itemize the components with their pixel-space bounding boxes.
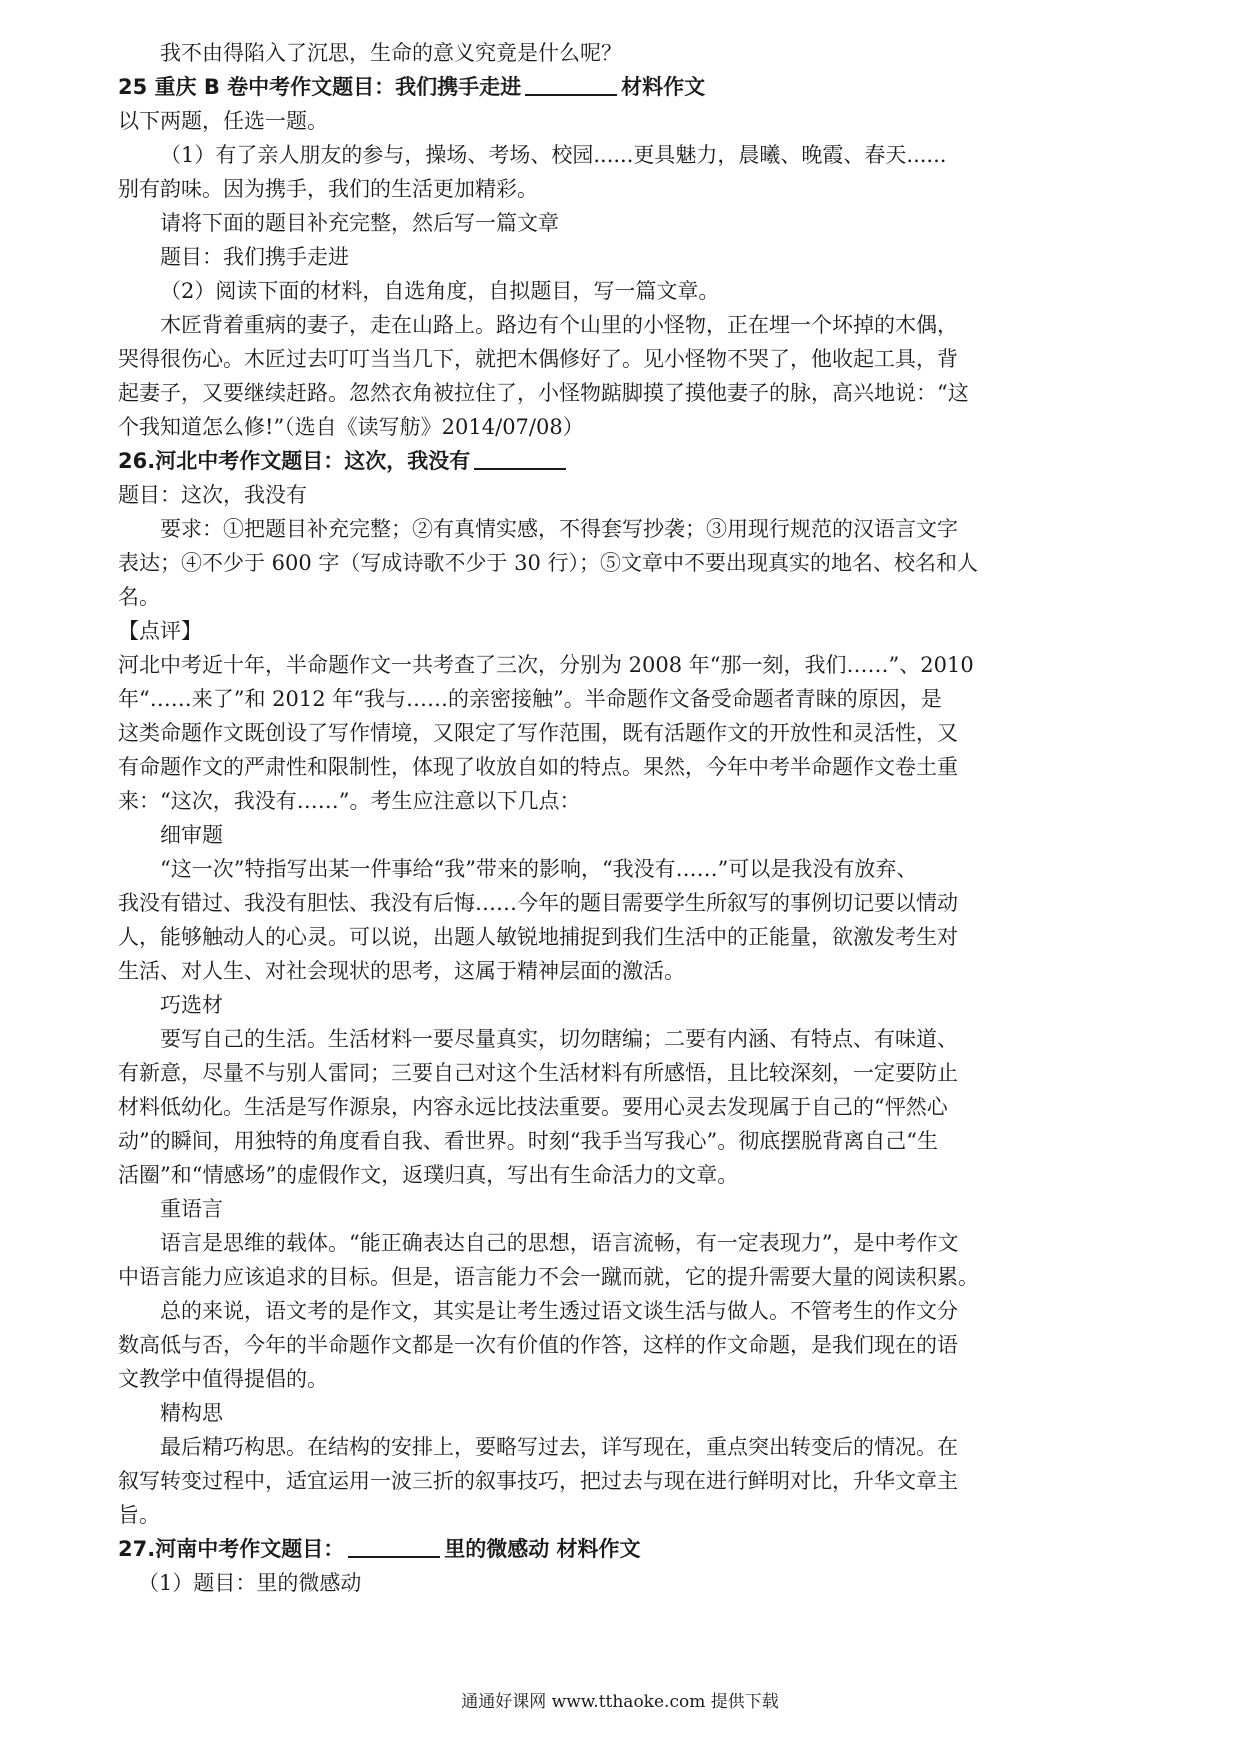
line-text: 请将下面的题目补充完整，然后写一篇文章 bbox=[160, 211, 559, 235]
line-text: 这类命题作文既创设了写作情境，又限定了写作范围，既有活题作文的开放性和灵活性，又 bbox=[118, 721, 958, 745]
document-body bbox=[118, 36, 1126, 1600]
line-text: 题目：这次，我没有 bbox=[118, 483, 307, 507]
text-line bbox=[118, 206, 1126, 240]
line-text: 25 重庆 B 卷中考作文题目：我们携手走进 bbox=[118, 75, 522, 99]
text-line bbox=[118, 1464, 1126, 1498]
line-text: 数高低与否，今年的半命题作文都是一次有价值的作答，这样的作文命题，是我们现在的语 bbox=[118, 1333, 958, 1357]
text-line bbox=[118, 1430, 1126, 1464]
fill-in-blank bbox=[474, 448, 566, 470]
line-text: 起妻子，又要继续赶路。忽然衣角被拉住了，小怪物踮脚摸了摸他妻子的脉，高兴地说：“这 bbox=[118, 381, 969, 405]
line-text: 有新意，尽量不与别人雷同；三要自己对这个生活材料有所感悟，且比较深刻，一定要防止 bbox=[118, 1061, 958, 1085]
line-text: 名。 bbox=[118, 585, 160, 609]
line-text: 个我知道怎么修!”（选自《读写舫》2014/07/08） bbox=[118, 415, 584, 439]
line-text: 以下两题，任选一题。 bbox=[118, 109, 328, 133]
text-line bbox=[118, 818, 1126, 852]
text-line bbox=[118, 1396, 1126, 1430]
line-text: 要求：①把题目补充完整；②有真情实感，不得套写抄袭；③用现行规范的汉语言文字 bbox=[160, 517, 958, 541]
line-text: 重语言 bbox=[160, 1197, 223, 1221]
line-text: （2）阅读下面的材料，自选角度，自拟题目，写一篇文章。 bbox=[160, 279, 720, 303]
line-text: 文教学中值得提倡的。 bbox=[118, 1367, 328, 1391]
text-line bbox=[118, 920, 1126, 954]
line-text: 27.河南中考作文题目： bbox=[118, 1537, 345, 1561]
line-text: “这一次”特指写出某一件事给“我”带来的影响，“我没有……”可以是我没有放弃、 bbox=[160, 857, 918, 881]
line-text: （1）题目：里的微感动 bbox=[138, 1571, 362, 1595]
text-line bbox=[118, 988, 1126, 1022]
text-line bbox=[118, 478, 1126, 512]
line-text: 语言是思维的载体。“能正确表达自己的思想，语言流畅，有一定表现力”，是中考作文 bbox=[160, 1231, 959, 1255]
fill-in-blank bbox=[525, 74, 617, 96]
text-line bbox=[118, 1192, 1126, 1226]
text-line bbox=[118, 1226, 1126, 1260]
line-text: 【点评】 bbox=[118, 619, 202, 643]
line-text: 我不由得陷入了沉思，生命的意义究竟是什么呢？ bbox=[160, 41, 622, 65]
line-text: 人，能够触动人的心灵。可以说，出题人敏锐地捕捉到我们生活中的正能量，欲激发考生对 bbox=[118, 925, 958, 949]
line-text: 表达；④不少于 600 字（写成诗歌不少于 30 行）；⑤文章中不要出现真实的地名、校名和人 bbox=[118, 551, 979, 575]
text-line bbox=[118, 1260, 1126, 1294]
text-line bbox=[118, 716, 1126, 750]
line-text: 题目：我们携手走进 bbox=[160, 245, 349, 269]
line-text: 总的来说，语文考的是作文，其实是让考生透过语文谈生活与做人。不管考生的作文分 bbox=[160, 1299, 958, 1323]
text-line bbox=[118, 1362, 1126, 1396]
line-text: 要写自己的生活。生活材料一要尽量真实，切勿瞎编；二要有内涵、有特点、有味道、 bbox=[160, 1027, 958, 1051]
text-line bbox=[118, 852, 1126, 886]
text-line bbox=[118, 1566, 1126, 1600]
line-text: 叙写转变过程中，适宜运用一波三折的叙事技巧，把过去与现在进行鲜明对比，升华文章主 bbox=[118, 1469, 958, 1493]
line-text: 巧选材 bbox=[160, 993, 223, 1017]
text-line bbox=[118, 36, 1126, 70]
text-line bbox=[118, 614, 1126, 648]
text-line bbox=[118, 274, 1126, 308]
line-text: 木匠背着重病的妻子，走在山路上。路边有个山里的小怪物，正在埋一个坏掉的木偶， bbox=[160, 313, 958, 337]
text-line bbox=[118, 1022, 1126, 1056]
text-line bbox=[118, 886, 1126, 920]
text-line bbox=[118, 750, 1126, 784]
line-text-after-blank: 材料作文 bbox=[621, 75, 706, 99]
text-line bbox=[118, 784, 1126, 818]
text-line bbox=[118, 512, 1126, 546]
text-line bbox=[118, 954, 1126, 988]
line-text: 细审题 bbox=[160, 823, 223, 847]
text-line bbox=[118, 240, 1126, 274]
fill-in-blank bbox=[348, 1536, 440, 1558]
text-line bbox=[118, 1328, 1126, 1362]
section-heading bbox=[118, 444, 1126, 478]
section-heading bbox=[118, 1532, 1126, 1566]
line-text: 动”的瞬间，用独特的角度看自我、看世界。时刻“我手当写我心”。彻底摆脱背离自己“生 bbox=[118, 1129, 938, 1153]
text-line bbox=[118, 1498, 1126, 1532]
page-footer: 通通好课网 www.tthaoke.com 提供下载 bbox=[461, 1692, 779, 1712]
line-text: 哭得很伤心。木匠过去叮叮当当几下，就把木偶修好了。见小怪物不哭了，他收起工具，背 bbox=[118, 347, 958, 371]
line-text: 生活、对人生、对社会现状的思考，这属于精神层面的激活。 bbox=[118, 959, 685, 983]
line-text: 最后精巧构思。在结构的安排上，要略写过去，详写现在，重点突出转变后的情况。在 bbox=[160, 1435, 958, 1459]
text-line bbox=[118, 308, 1126, 342]
line-text: 有命题作文的严肃性和限制性，体现了收放自如的特点。果然，今年中考半命题作文卷土重 bbox=[118, 755, 958, 779]
line-text: 我没有错过、我没有胆怯、我没有后悔……今年的题目需要学生所叙写的事例切记要以情动 bbox=[118, 891, 958, 915]
text-line bbox=[118, 1056, 1126, 1090]
line-text: 中语言能力应该追求的目标。但是，语言能力不会一蹴而就，它的提升需要大量的阅读积累。 bbox=[118, 1265, 979, 1289]
line-text: 26.河北中考作文题目：这次，我没有 bbox=[118, 449, 471, 473]
text-line bbox=[118, 342, 1126, 376]
text-line bbox=[118, 580, 1126, 614]
text-line bbox=[118, 172, 1126, 206]
text-line bbox=[118, 648, 1126, 682]
text-line bbox=[118, 1158, 1126, 1192]
text-line bbox=[118, 1124, 1126, 1158]
line-text: 材料低幼化。生活是写作源泉，内容永远比技法重要。要用心灵去发现属于自己的“怦然心 bbox=[118, 1095, 948, 1119]
text-line bbox=[118, 376, 1126, 410]
line-text: （1）有了亲人朋友的参与，操场、考场、校园......更具魅力，晨曦、晚霞、春天...... bbox=[160, 143, 947, 167]
line-text: 活圈”和“情感场”的虚假作文，返璞归真，写出有生命活力的文章。 bbox=[118, 1163, 739, 1187]
text-line bbox=[118, 104, 1126, 138]
text-line bbox=[118, 1294, 1126, 1328]
text-line bbox=[118, 410, 1126, 444]
section-heading bbox=[118, 70, 1126, 104]
text-line bbox=[118, 1090, 1126, 1124]
line-text: 年“……来了”和 2012 年“我与……的亲密接触”。半命题作文备受命题者青睐的原因，是 bbox=[118, 687, 942, 711]
text-line bbox=[118, 138, 1126, 172]
text-line bbox=[118, 546, 1126, 580]
line-text: 河北中考近十年，半命题作文一共考查了三次，分别为 2008 年“那一刻，我们……”、2010 bbox=[118, 653, 974, 677]
line-text-after-blank: 里的微感动 材料作文 bbox=[444, 1537, 641, 1561]
line-text: 来：“这次，我没有……”。考生应注意以下几点： bbox=[118, 789, 581, 813]
text-line bbox=[118, 682, 1126, 716]
line-text: 旨。 bbox=[118, 1503, 160, 1527]
line-text: 别有韵味。因为携手，我们的生活更加精彩。 bbox=[118, 177, 538, 201]
line-text: 精构思 bbox=[160, 1401, 223, 1425]
